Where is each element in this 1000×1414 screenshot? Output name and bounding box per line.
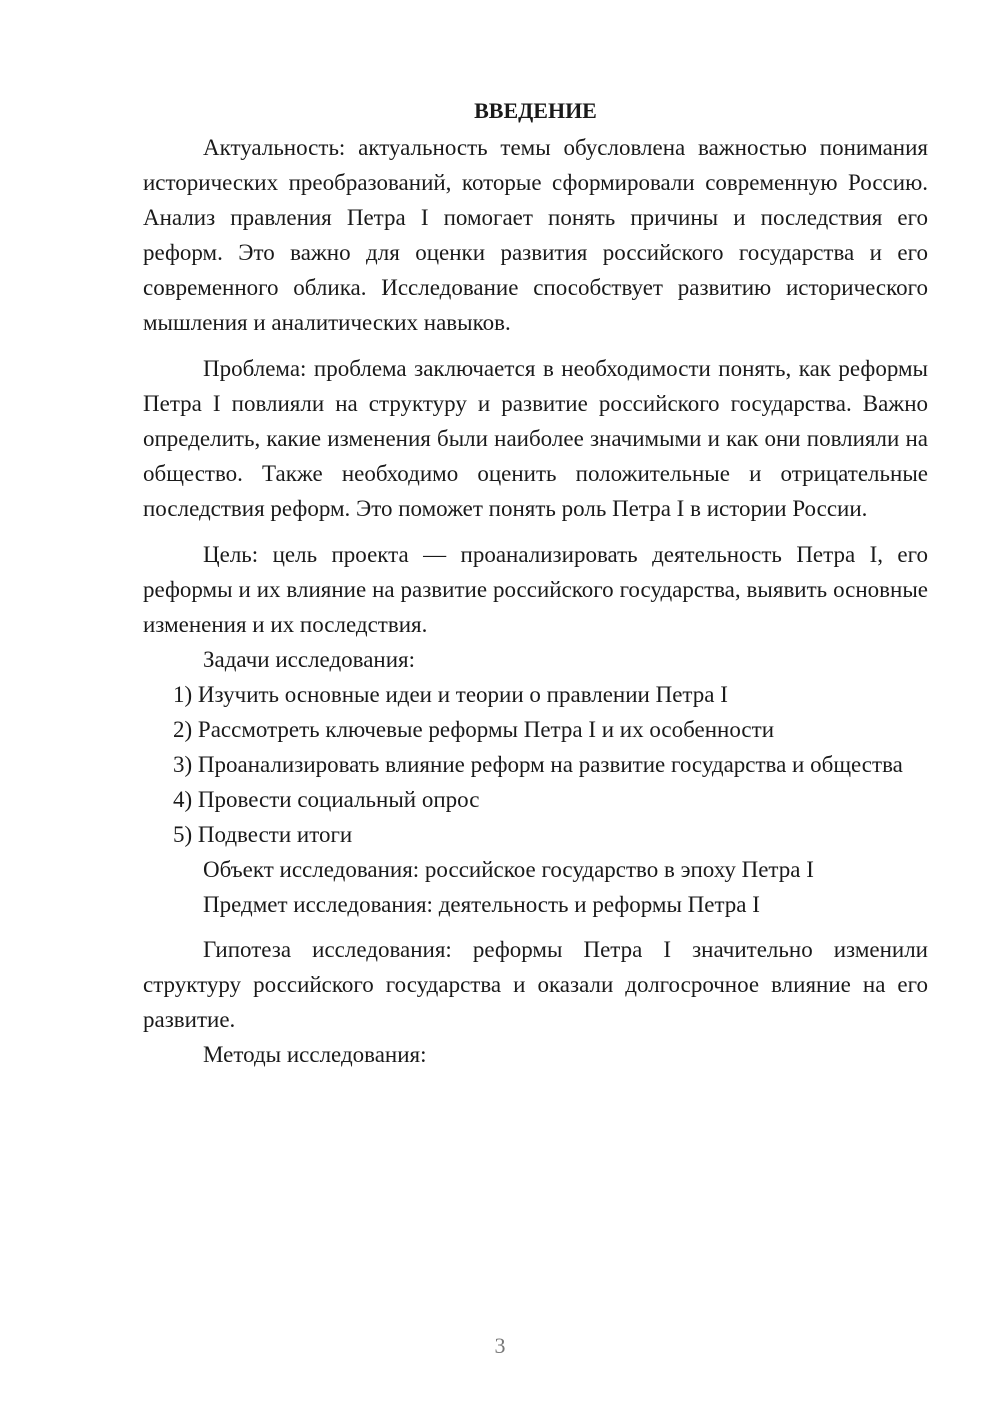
document-page bbox=[143, 93, 928, 1072]
hypothesis-paragraph: Гипотеза исследования: реформы Петра I значительно изменили структуру российского государства и оказали долгосрочное влияние на его развитие. bbox=[143, 937, 928, 1032]
list-item: 4) Провести социальный опрос bbox=[173, 787, 480, 812]
list-item: 5) Подвести итоги bbox=[173, 822, 353, 847]
tasks-heading: Задачи исследования: bbox=[203, 647, 416, 672]
document-title: ВВЕДЕНИЕ bbox=[474, 98, 597, 123]
object-paragraph: Объект исследования: российское государство в эпоху Петра I bbox=[203, 857, 814, 882]
problem-paragraph: Проблема: проблема заключается в необходимости понять, как реформы Петра I повлияли на структуру и развитие российского государства. Важно определить, какие изменения были наиболее значимыми и как они повлияли на общество. Также необходимо оценить положительные и отрицательные последствия реформ. Это поможет понять роль Петра I в истории России. bbox=[143, 356, 928, 521]
page-number: 3 bbox=[494, 1333, 506, 1358]
list-item: 1) Изучить основные идеи и теории о правлении Петра I bbox=[173, 682, 728, 707]
list-item: 2) Рассмотреть ключевые реформы Петра I и их особенности bbox=[173, 717, 774, 742]
list-item: 3) Проанализировать влияние реформ на развитие государства и общества bbox=[173, 752, 903, 777]
tasks-list bbox=[143, 677, 928, 852]
goal-paragraph: Цель: цель проекта — проанализировать деятельность Петра I, его реформы и их влияние на развитие российского государства, выявить основные изменения и их последствия. bbox=[143, 542, 928, 637]
methods-heading: Методы исследования: bbox=[203, 1042, 427, 1067]
relevance-paragraph: Актуальность: актуальность темы обусловлена важностью понимания исторических преобразований, которые сформировали современную Россию. Анализ правления Петра I помогает понять причины и последствия его реформ. Это важно для оценки развития российского государства и его современного облика. Исследование способствует развитию исторического мышления и аналитических навыков. bbox=[143, 135, 928, 335]
subject-paragraph: Предмет исследования: деятельность и реформы Петра I bbox=[203, 892, 760, 917]
